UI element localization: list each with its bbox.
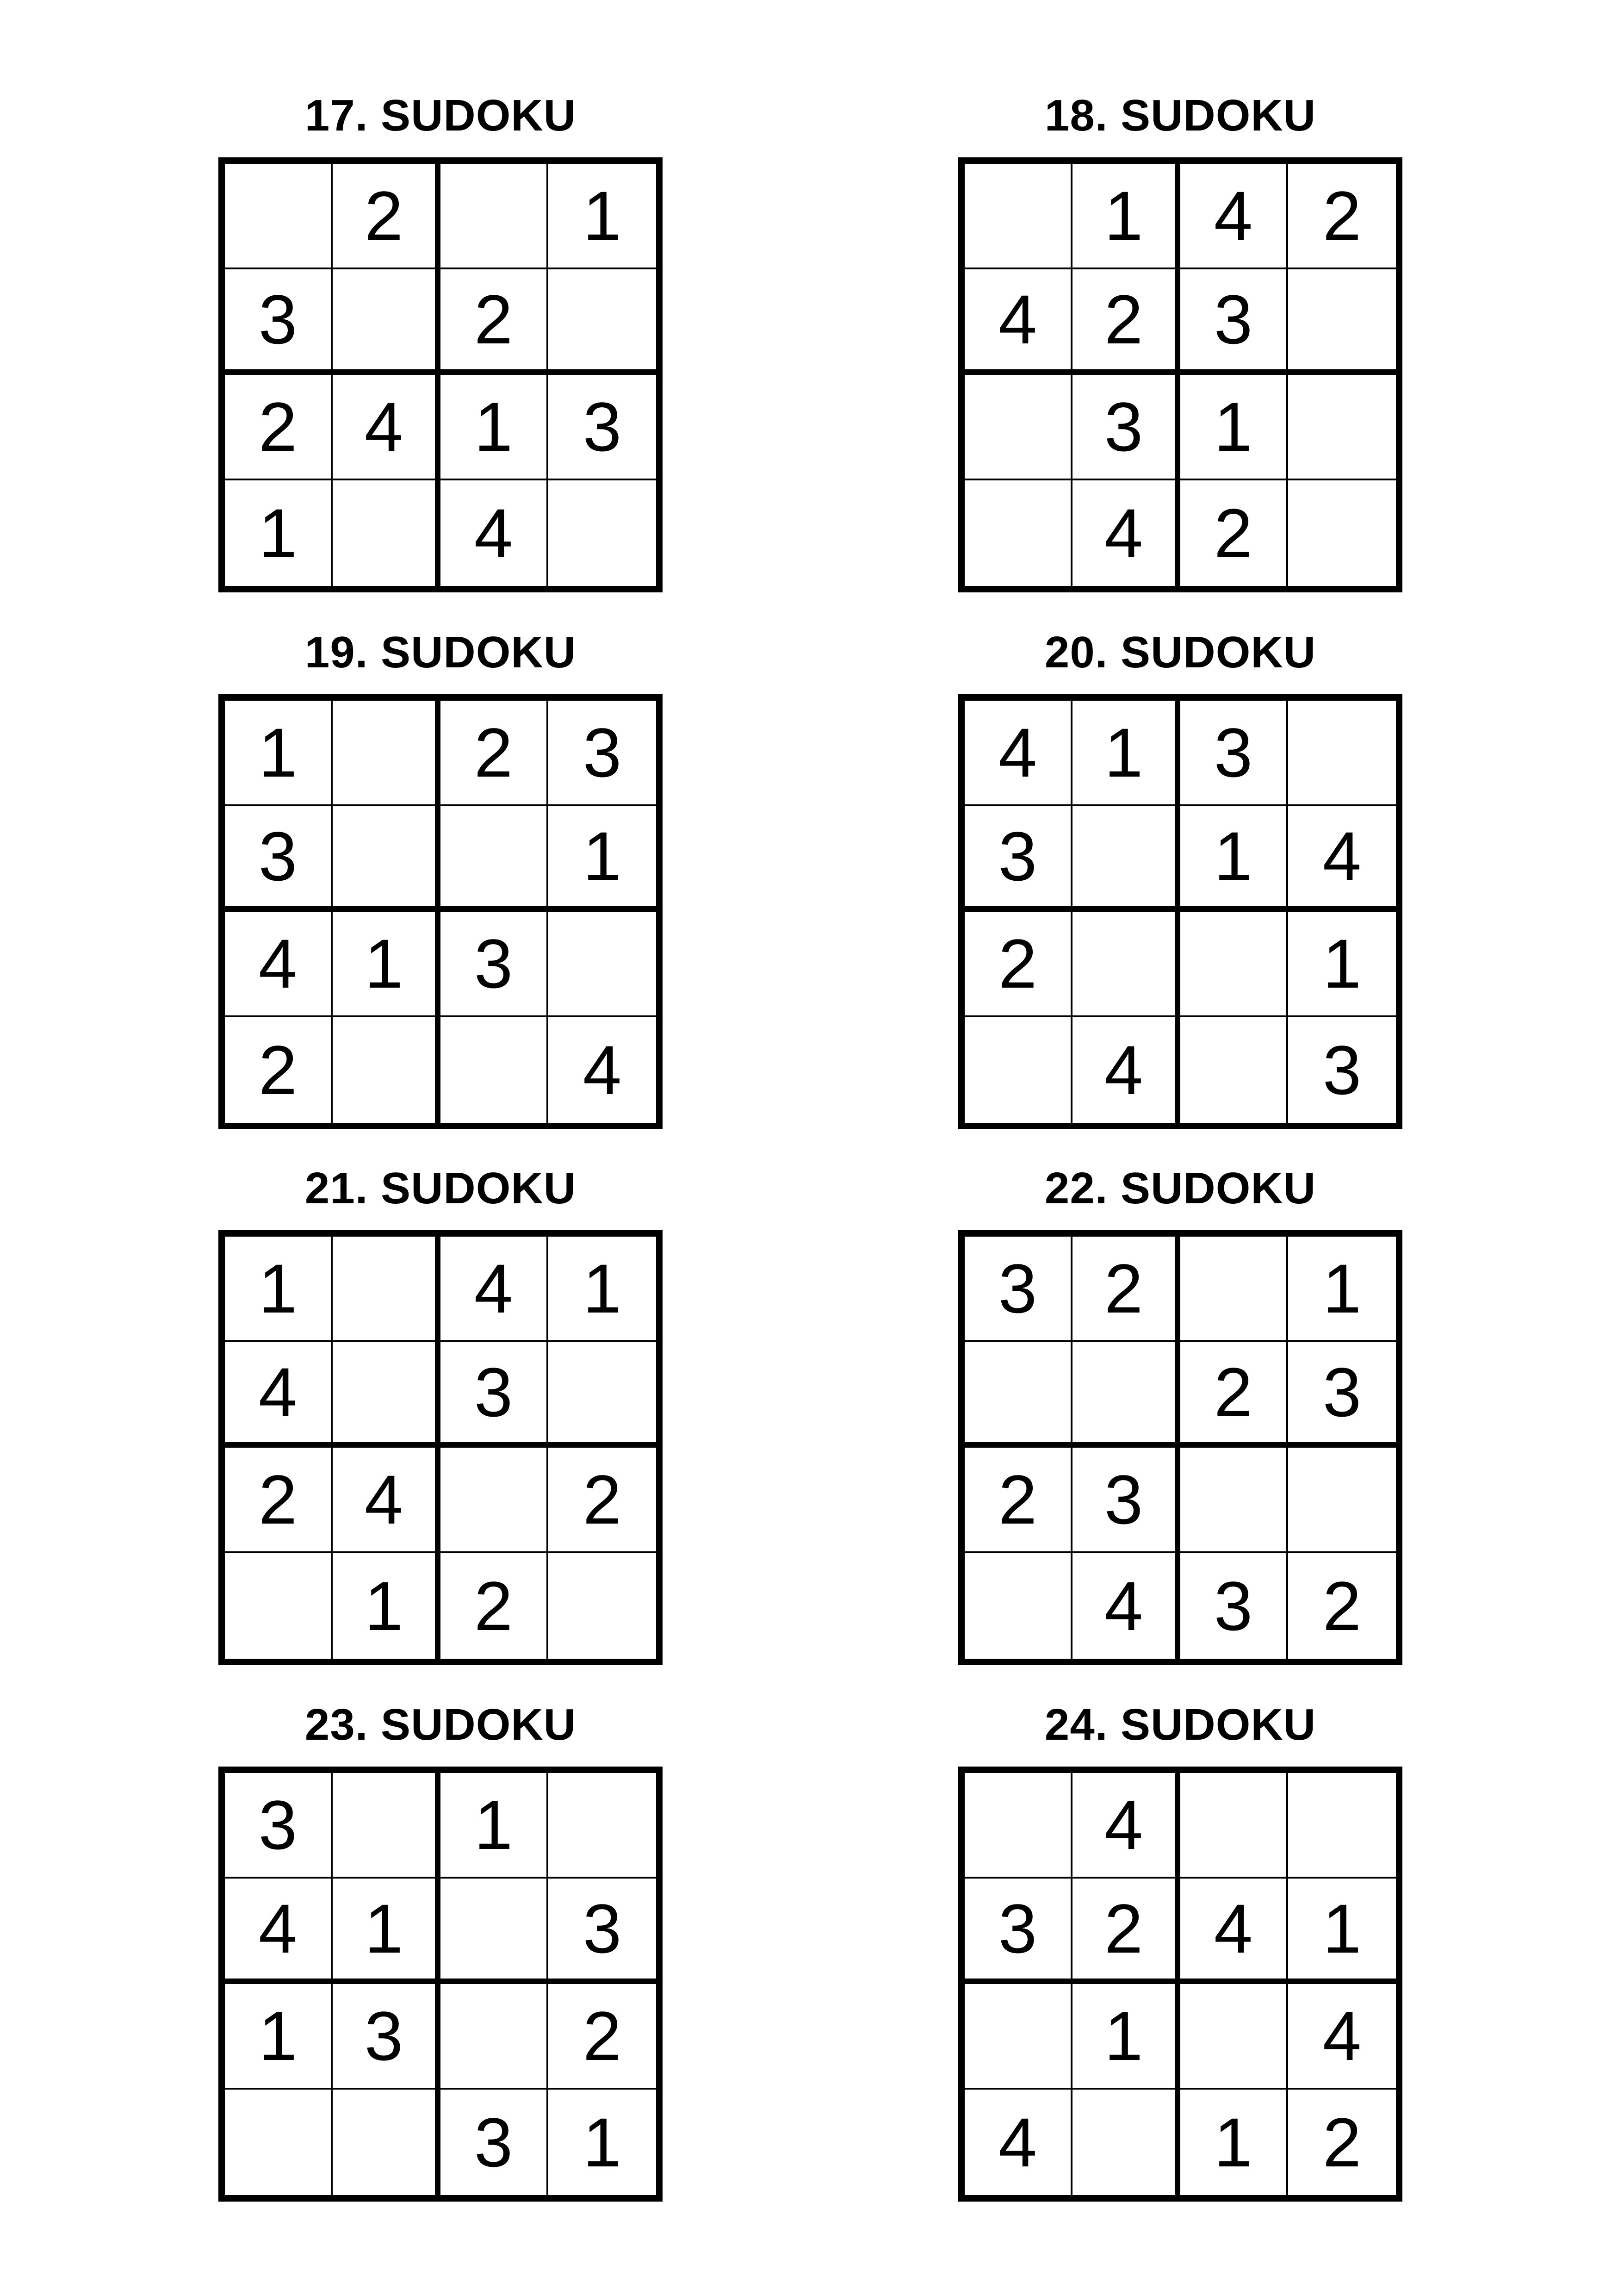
puzzle-title: 19. SUDOKU: [304, 628, 577, 677]
sudoku-cell[interactable]: 4: [1072, 480, 1180, 586]
sudoku-cell[interactable]: 4: [583, 1031, 622, 1109]
sudoku-cell[interactable]: 3: [1180, 1553, 1288, 1659]
sudoku-cell[interactable]: [1288, 480, 1396, 586]
sudoku-puzzle: [218, 1156, 663, 1665]
sudoku-cell[interactable]: 1: [333, 1553, 440, 1659]
sudoku-cell[interactable]: 2: [225, 1448, 333, 1553]
sudoku-cell[interactable]: 1: [583, 2103, 622, 2181]
sudoku-cell[interactable]: 1: [225, 480, 333, 586]
sudoku-cell[interactable]: 2: [440, 701, 548, 806]
sudoku-puzzle: [958, 1156, 1402, 1665]
puzzle-title: 22. SUDOKU: [1044, 1164, 1316, 1213]
sudoku-cell[interactable]: 4: [1072, 1017, 1180, 1123]
sudoku-cell[interactable]: 2: [1322, 2103, 1362, 2181]
sudoku-cell[interactable]: 3: [440, 2090, 548, 2195]
sudoku-cell[interactable]: [333, 1017, 440, 1123]
sudoku-cell[interactable]: 1: [1288, 1237, 1396, 1342]
sudoku-cell[interactable]: [440, 1448, 548, 1553]
sudoku-cell[interactable]: [965, 375, 1072, 480]
sudoku-cell[interactable]: [1072, 2090, 1180, 2195]
sudoku-cell[interactable]: 1: [1072, 164, 1180, 269]
sudoku-cell[interactable]: [548, 1342, 656, 1448]
sudoku-cell[interactable]: [1180, 1984, 1288, 2090]
sudoku-cell[interactable]: [1072, 806, 1180, 912]
sudoku-cell[interactable]: 1: [1180, 2090, 1288, 2195]
sudoku-cell[interactable]: [548, 912, 656, 1017]
sudoku-cell[interactable]: 3: [440, 1342, 548, 1448]
sudoku-cell[interactable]: 3: [1288, 1342, 1396, 1448]
sudoku-cell[interactable]: 1: [1180, 806, 1288, 912]
sudoku-cell[interactable]: 2: [965, 912, 1072, 1017]
sudoku-cell[interactable]: [1180, 1448, 1288, 1553]
sudoku-cell[interactable]: [548, 1773, 656, 1879]
sudoku-puzzle: [218, 620, 663, 1129]
sudoku-grid: [958, 1767, 1402, 2202]
sudoku-cell[interactable]: 1: [333, 912, 440, 1017]
sudoku-grid: [958, 157, 1402, 592]
sudoku-puzzle: [958, 1692, 1402, 2202]
sudoku-cell[interactable]: [333, 1342, 440, 1448]
sudoku-grid: [958, 1230, 1402, 1665]
sudoku-cell[interactable]: 4: [333, 1448, 440, 1553]
sudoku-cell[interactable]: 4: [1288, 806, 1396, 912]
sudoku-grid: [218, 1230, 663, 1665]
sudoku-cell[interactable]: 1: [333, 1879, 440, 1984]
sudoku-cell[interactable]: 2: [440, 1553, 548, 1659]
sudoku-cell[interactable]: 3: [225, 1773, 333, 1879]
sudoku-cell[interactable]: 4: [440, 480, 548, 586]
sudoku-cell[interactable]: 3: [1322, 1031, 1362, 1109]
sudoku-cell[interactable]: [965, 1773, 1072, 1879]
sudoku-cell[interactable]: 4: [965, 701, 1072, 806]
sudoku-cell[interactable]: 1: [548, 164, 656, 269]
sudoku-puzzle: [958, 620, 1402, 1129]
sudoku-cell[interactable]: [440, 164, 548, 269]
sudoku-cell[interactable]: [1072, 912, 1180, 1017]
sudoku-cell[interactable]: [333, 1773, 440, 1879]
sudoku-cell[interactable]: [225, 2090, 333, 2195]
sudoku-cell[interactable]: 3: [548, 1879, 656, 1984]
sudoku-cell[interactable]: 4: [440, 1237, 548, 1342]
sudoku-cell[interactable]: [333, 269, 440, 375]
sudoku-cell[interactable]: 1: [1072, 701, 1180, 806]
sudoku-cell[interactable]: 1: [548, 1237, 656, 1342]
sudoku-cell[interactable]: 1: [440, 1773, 548, 1879]
sudoku-cell[interactable]: [965, 164, 1072, 269]
puzzle-title: 24. SUDOKU: [1044, 1700, 1316, 1749]
puzzle-title: 18. SUDOKU: [1044, 91, 1316, 140]
sudoku-cell[interactable]: 2: [1072, 1237, 1180, 1342]
sudoku-cell[interactable]: 1: [225, 1237, 333, 1342]
sudoku-cell[interactable]: 1: [1288, 912, 1396, 1017]
sudoku-cell[interactable]: 3: [1180, 269, 1288, 375]
sudoku-cell[interactable]: [965, 480, 1072, 586]
sudoku-puzzle: [958, 83, 1402, 592]
sudoku-cell[interactable]: [1288, 1448, 1396, 1553]
sudoku-cell[interactable]: 3: [965, 1237, 1072, 1342]
sudoku-cell[interactable]: [333, 2090, 440, 2195]
sudoku-cell[interactable]: [1180, 912, 1288, 1017]
sudoku-cell[interactable]: [1180, 1017, 1288, 1123]
sudoku-cell[interactable]: 3: [333, 1984, 440, 2090]
sudoku-cell[interactable]: 1: [1288, 1879, 1396, 1984]
sudoku-cell[interactable]: 4: [225, 1342, 333, 1448]
puzzle-title: 21. SUDOKU: [304, 1164, 577, 1213]
sudoku-puzzle: [218, 1692, 663, 2202]
sudoku-cell[interactable]: 4: [333, 375, 440, 480]
sudoku-cell[interactable]: 2: [225, 375, 333, 480]
sudoku-cell[interactable]: 3: [548, 701, 656, 806]
sudoku-cell[interactable]: 2: [225, 1017, 333, 1123]
sudoku-cell[interactable]: [440, 1879, 548, 1984]
sudoku-cell[interactable]: [333, 701, 440, 806]
sudoku-cell[interactable]: 1: [1072, 1984, 1180, 2090]
sudoku-cell[interactable]: 2: [548, 1984, 656, 2090]
sudoku-cell[interactable]: [548, 480, 656, 586]
sudoku-cell[interactable]: [1288, 1773, 1396, 1879]
sudoku-cell[interactable]: [333, 480, 440, 586]
sudoku-cell[interactable]: 3: [1072, 375, 1180, 480]
sudoku-cell[interactable]: 3: [965, 806, 1072, 912]
sudoku-grid: [218, 157, 663, 592]
puzzle-title: 17. SUDOKU: [304, 91, 577, 140]
sudoku-cell[interactable]: [225, 1553, 333, 1659]
sudoku-cell[interactable]: 2: [1180, 480, 1288, 586]
sudoku-cell[interactable]: 4: [225, 912, 333, 1017]
sudoku-cell[interactable]: 2: [1288, 164, 1396, 269]
sudoku-cell[interactable]: 2: [548, 1448, 656, 1553]
sudoku-cell[interactable]: 4: [1180, 1879, 1288, 1984]
sudoku-cell[interactable]: 1: [225, 1984, 333, 2090]
sudoku-cell[interactable]: 1: [1180, 375, 1288, 480]
sudoku-cell[interactable]: [965, 1342, 1072, 1448]
sudoku-grid: [218, 1767, 663, 2202]
sudoku-cell[interactable]: 4: [1072, 1773, 1180, 1879]
sudoku-cell[interactable]: [333, 1237, 440, 1342]
sudoku-cell[interactable]: [965, 1984, 1072, 2090]
sudoku-cell[interactable]: [333, 806, 440, 912]
sudoku-cell[interactable]: 2: [440, 269, 548, 375]
sudoku-grid: [218, 694, 663, 1129]
sudoku-cell[interactable]: 2: [333, 164, 440, 269]
sudoku-cell[interactable]: [1180, 1773, 1288, 1879]
sudoku-cell[interactable]: 1: [225, 701, 333, 806]
sudoku-cell[interactable]: [1288, 701, 1396, 806]
sudoku-cell[interactable]: 3: [548, 375, 656, 480]
puzzle-title: 23. SUDOKU: [304, 1700, 577, 1749]
sudoku-cell[interactable]: 2: [1072, 269, 1180, 375]
sudoku-cell[interactable]: 1: [548, 806, 656, 912]
sudoku-cell[interactable]: [440, 1017, 548, 1123]
sudoku-cell[interactable]: 3: [225, 806, 333, 912]
sudoku-cell[interactable]: 2: [965, 1448, 1072, 1553]
sudoku-puzzle: [218, 83, 663, 592]
sudoku-cell[interactable]: 3: [225, 269, 333, 375]
sudoku-cell[interactable]: [965, 1553, 1072, 1659]
sudoku-cell[interactable]: 4: [1072, 1553, 1180, 1659]
sudoku-cell[interactable]: 3: [965, 1879, 1072, 1984]
sudoku-cell[interactable]: 2: [1072, 1879, 1180, 1984]
sudoku-cell[interactable]: 4: [1288, 1984, 1396, 2090]
sudoku-cell[interactable]: 4: [225, 1879, 333, 1984]
sudoku-cell[interactable]: [1288, 375, 1396, 480]
sudoku-cell[interactable]: [440, 1984, 548, 2090]
sudoku-cell[interactable]: [965, 1017, 1072, 1123]
sudoku-cell[interactable]: 3: [1072, 1448, 1180, 1553]
sudoku-cell[interactable]: 3: [440, 912, 548, 1017]
sudoku-cell[interactable]: [548, 269, 656, 375]
sudoku-cell[interactable]: [1288, 269, 1396, 375]
sudoku-grid: [958, 694, 1402, 1129]
sudoku-cell[interactable]: [1180, 1237, 1288, 1342]
sudoku-cell[interactable]: [548, 1553, 656, 1659]
sudoku-cell[interactable]: 2: [1180, 1342, 1288, 1448]
sudoku-cell[interactable]: [1072, 1342, 1180, 1448]
sudoku-cell[interactable]: 4: [1180, 164, 1288, 269]
sudoku-cell[interactable]: 1: [440, 375, 548, 480]
sudoku-cell[interactable]: 2: [1322, 1567, 1362, 1645]
sudoku-cell[interactable]: [440, 806, 548, 912]
sudoku-cell[interactable]: 3: [1180, 701, 1288, 806]
puzzle-title: 20. SUDOKU: [1044, 628, 1316, 677]
sudoku-cell[interactable]: [225, 164, 333, 269]
sudoku-cell[interactable]: 4: [965, 269, 1072, 375]
sudoku-cell[interactable]: 4: [965, 2090, 1072, 2195]
